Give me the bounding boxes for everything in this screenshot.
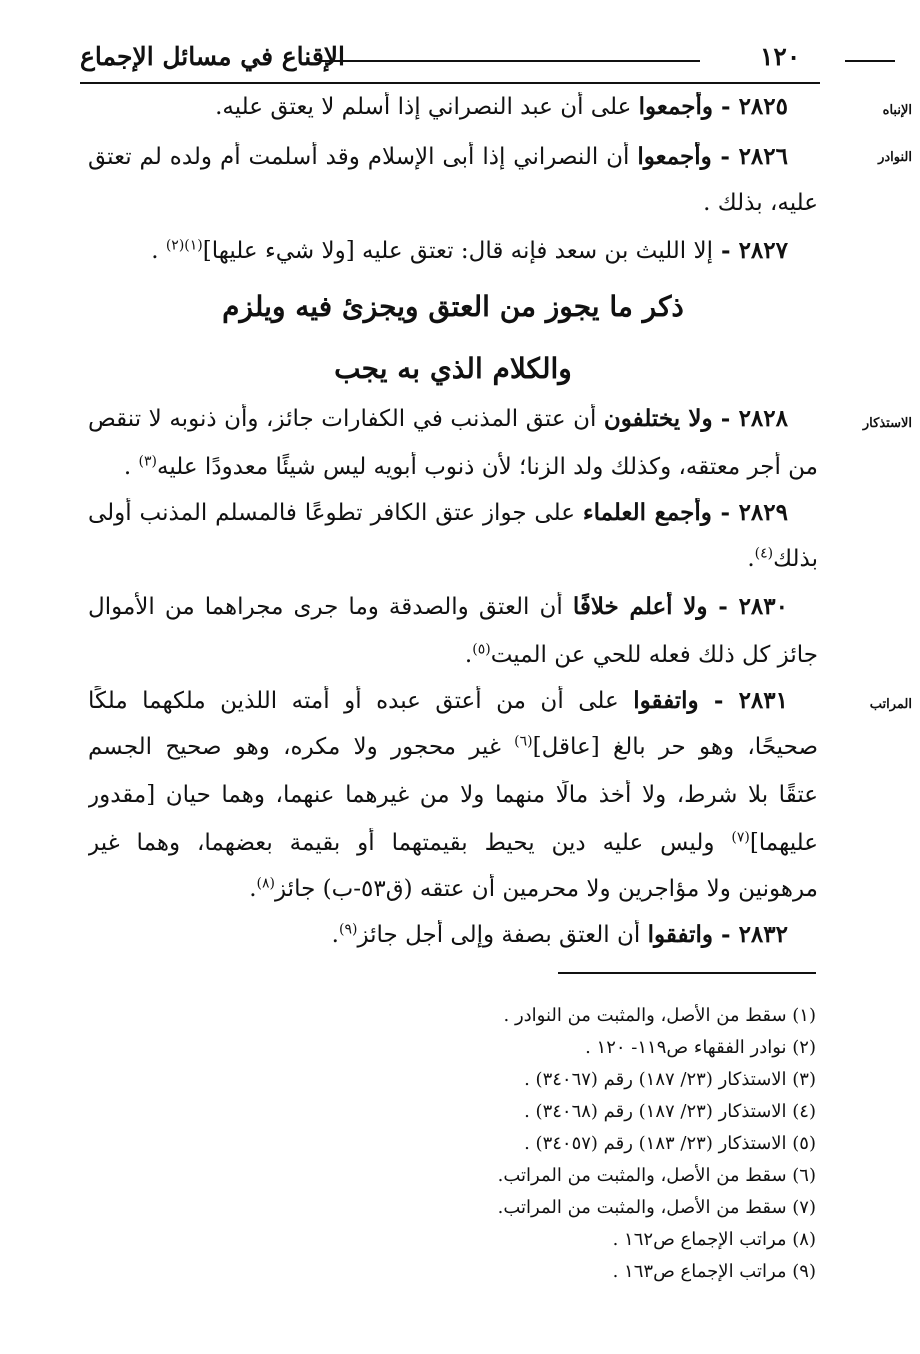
- para-text: جائز كل ذلك فعله للحي عن الميت: [490, 642, 818, 668]
- para-end: .: [331, 922, 339, 948]
- para-number: ٢٨٢٩ -: [711, 499, 788, 526]
- para-text: على أن من أعتق عبده أو أمته اللذين ملكهما ملكًا: [88, 688, 634, 714]
- footnote-5: (٥) الاستذكار (٢٣/ ١٨٣) رقم (٣٤٠٥٧) .: [524, 1133, 816, 1154]
- footnote-ref: (٨): [256, 875, 275, 892]
- para-text: أن العتق والصدقة وما جرى مجراهما من الأموال: [88, 594, 573, 620]
- section-heading-line-2: والكلام الذي به يجب: [334, 352, 572, 385]
- para-2825-line-1: [88, 92, 788, 122]
- para-end: .: [249, 876, 257, 902]
- lead-word: وأجمعوا: [638, 93, 714, 120]
- para-2832-line-1: [88, 920, 788, 950]
- header-rule: [320, 60, 700, 62]
- header-rule-short: [845, 60, 895, 62]
- lead-word: واتفقوا: [647, 921, 714, 948]
- lead-word: وأجمع العلماء: [582, 499, 712, 526]
- lead-word: ولا أعلم خلافًا: [572, 593, 708, 620]
- para-text: على أن عبد النصراني إذا أسلم لا يعتق عليه.: [215, 94, 639, 120]
- footnote-ref: (٣): [138, 453, 158, 470]
- para-text: مرهونين ولا مؤاجرين ولا محرمين أن عتقه (ق٥٣-ب) جائز: [274, 876, 818, 902]
- para-2826-line-1: [88, 142, 788, 172]
- para-2830-line-1: [88, 592, 788, 622]
- footnote-8: (٨) مراتب الإجماع ص١٦٢ .: [612, 1229, 816, 1250]
- para-2831-line-2: [88, 732, 818, 762]
- para-2831-line-5: [88, 874, 818, 904]
- lead-word: واتفقوا: [633, 687, 699, 714]
- para-number: ٢٨٢٨ -: [712, 405, 788, 432]
- page-number: ١٢٠: [760, 42, 801, 71]
- footnote-ref: (٤): [754, 545, 774, 562]
- para-2830-line-2: [88, 640, 818, 670]
- para-2829-line-2: [88, 544, 818, 574]
- para-text: من أجر معتقه، وكذلك ولد الزنا؛ لأن ذنوب أبويه ليس شيئًا معدودًا عليه: [157, 454, 818, 480]
- para-number: ٢٨٢٥ -: [713, 93, 788, 120]
- para-2829-line-1: [88, 498, 788, 528]
- para-end: .: [151, 238, 166, 264]
- para-text: على جواز عتق الكافر تطوعًا فالمسلم المذنب أولى: [88, 500, 583, 526]
- section-heading-line-1: ذكر ما يجوز من العتق ويجزئ فيه ويلزم: [222, 290, 684, 323]
- para-2831-line-3: عتقًا بلا شرط، ولا أخذ مالًا منهما ولا من غيرهما عنهما، وهما حيان [مقدور: [88, 782, 818, 808]
- footnote-7: (٧) سقط من الأصل، والمثبت من المراتب.: [497, 1197, 816, 1218]
- header-underline: [80, 82, 820, 84]
- para-text: أن النصراني إذا أبى الإسلام وقد أسلمت أم ولده لم تعتق: [88, 144, 638, 170]
- para-2826-line-2: عليه، بذلك .: [703, 190, 818, 216]
- footnote-ref: (١)(٢): [165, 237, 203, 254]
- book-title: الإقناع في مسائل الإجماع: [80, 42, 345, 71]
- footnote-ref: (٧): [731, 829, 750, 846]
- para-number: ٢٨٣١ -: [698, 687, 788, 714]
- para-text: إلا الليث بن سعد فإنه قال: تعتق عليه [ولا شيء عليها]: [202, 238, 714, 264]
- para-text: وليس عليه دين يحيط بقيمتهما أو بقيمة بعضهما، وهما غير: [88, 830, 732, 856]
- para-2828-line-2: [88, 452, 818, 482]
- para-2828-line-1: [88, 404, 788, 434]
- para-text: بذلك: [773, 546, 818, 572]
- footnote-6: (٦) سقط من الأصل، والمثبت من المراتب.: [497, 1165, 816, 1186]
- para-text: عليهما]: [749, 830, 818, 856]
- footnote-2: (٢) نوادر الفقهاء ص١١٩- ١٢٠ .: [585, 1037, 816, 1058]
- footnote-separator: [558, 972, 816, 974]
- para-number: ٢٨٢٧ -: [713, 237, 788, 264]
- side-note-inbah: الإنباه: [882, 103, 912, 118]
- para-text: أن العتق بصفة وإلى أجل جائز: [357, 922, 648, 948]
- footnote-ref: (٦): [514, 733, 533, 750]
- footnote-3: (٣) الاستذكار (٢٣/ ١٨٧) رقم (٣٤٠٦٧) .: [524, 1069, 816, 1090]
- para-text: أن عتق المذنب في الكفارات جائز، وأن ذنوبه لا تنقص: [88, 406, 604, 432]
- side-note-maratib: المراتب: [869, 697, 912, 712]
- lead-word: وأجمعوا: [637, 143, 712, 170]
- side-note-istidhkar: الاستذكار: [862, 416, 912, 431]
- running-header: [80, 38, 820, 88]
- para-2827-line-1: [88, 236, 788, 266]
- footnote-1: (١) سقط من الأصل، والمثبت من النوادر .: [503, 1005, 816, 1026]
- footnote-4: (٤) الاستذكار (٢٣/ ١٨٧) رقم (٣٤٠٦٨) .: [524, 1101, 816, 1122]
- para-number: ٢٨٢٦ -: [711, 143, 788, 170]
- para-end: .: [747, 546, 755, 572]
- para-number: ٢٨٣٠ -: [707, 593, 788, 620]
- para-2831-line-4: [88, 828, 818, 858]
- para-text: صحيحًا، وهو حر بالغ [عاقل]: [532, 734, 818, 760]
- footnote-ref: (٩): [338, 921, 358, 938]
- lead-word: ولا يختلفون: [603, 405, 713, 432]
- side-note-nawadir: النوادر: [878, 150, 912, 165]
- para-end: .: [464, 642, 473, 668]
- footnote-ref: (٥): [472, 641, 491, 658]
- footnote-9: (٩) مراتب الإجماع ص١٦٣ .: [612, 1261, 816, 1282]
- para-number: ٢٨٣٢ -: [713, 921, 788, 948]
- para-text: غير محجور ولا مكره، وهو صحيح الجسم: [88, 734, 515, 760]
- para-2831-line-1: [88, 686, 788, 716]
- para-end: .: [123, 454, 139, 480]
